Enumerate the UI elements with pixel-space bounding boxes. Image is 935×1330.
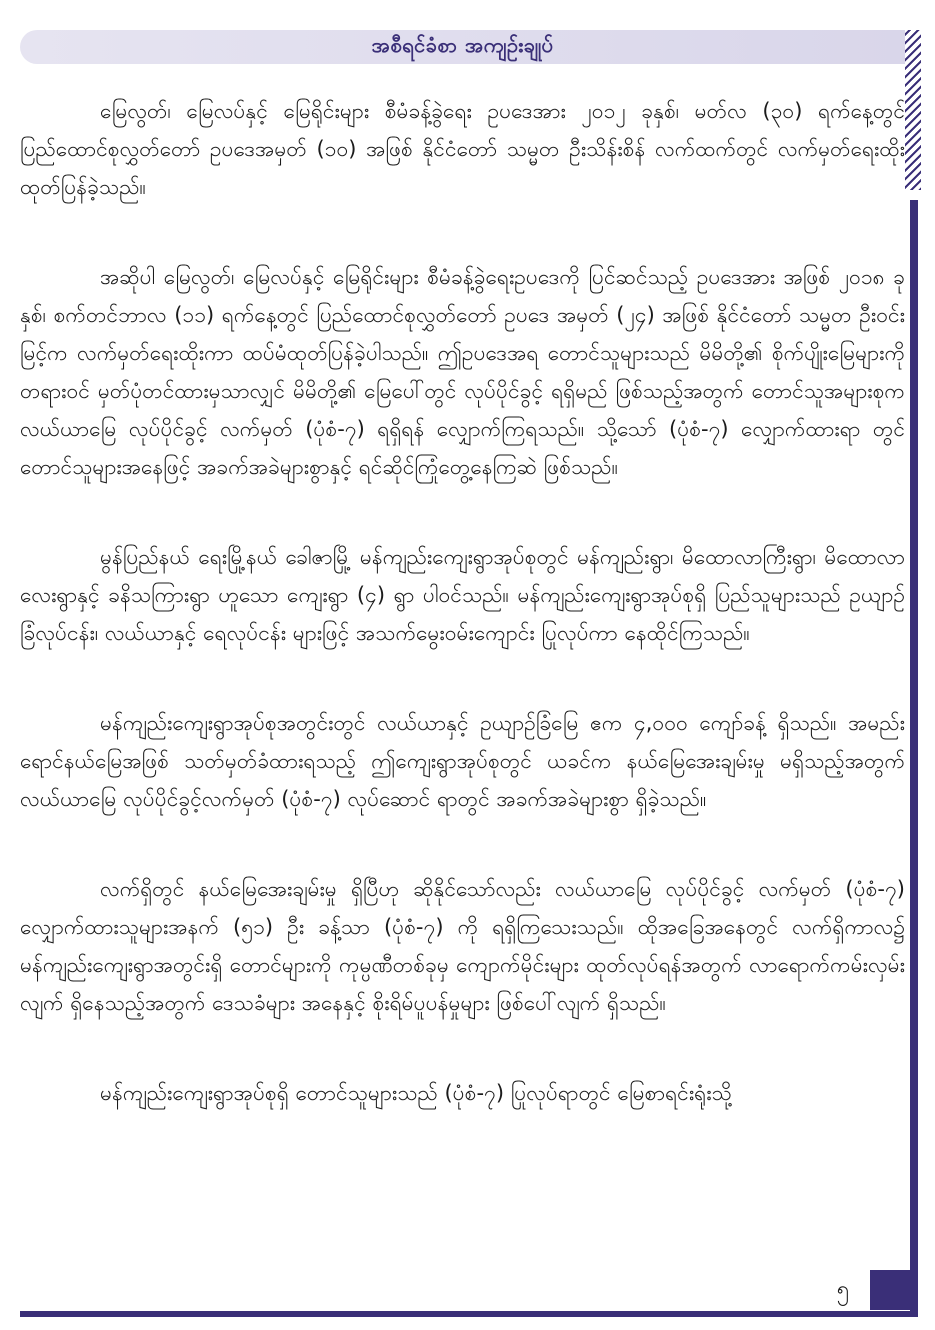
bottom-border-bar — [20, 1311, 918, 1317]
paragraph: အဆိုပါ မြေလွတ်၊ မြေလပ်နှင့် မြေရိုင်းများ စီမံခန့်ခွဲရေးဥပဒေကို ပြင်ဆင်သည့် ဥပဒေအား အဖြစ် ၂၀၁၈ ခုနှစ်၊ စက်တင်ဘာလ (၁၁) ရက်နေ့တွင် ပြည်ထောင်စုလွှတ်တော် ဥပဒေ အမှတ် (၂၄) အဖြစ် နိုင်ငံတော် သမ္မတ ဦးဝင်းမြင့်က လက်မှတ်ရေးထိုးကာ ထပ်မံထုတ်ပြန်ခဲ့ပါသည်။ ဤဥပဒေအရ တောင်သူများသည် မိမိတို့၏ စိုက်ပျိုးမြေများကို တရားဝင် မှတ်ပုံတင်ထားမှသာလျှင် မိမိတို့၏ မြေပေါ်တွင် လုပ်ပိုင်ခွင့် ရရှိမည် ဖြစ်သည့်အတွက် တောင်သူအများစုက လယ်ယာမြေ လုပ်ပိုင်ခွင့် လက်မှတ် (ပုံစံ-၇) ရရှိရန် လျှောက်ကြရသည်။ သို့သော် (ပုံစံ-၇) လျှောက်ထားရာ တွင် တောင်သူများအနေဖြင့် အခက်အခဲများစွာနှင့် ရင်ဆိုင်ကြုံတွေ့နေကြဆဲ ဖြစ်သည်။ — [20, 265, 905, 479]
paragraph: လက်ရှိတွင် နယ်မြေအေးချမ်းမှု ရှိပြီဟု ဆိုနိုင်သော်လည်း လယ်ယာမြေ လုပ်ပိုင်ခွင့် လက်မှတ် (ပုံစံ-၇) လျှောက်ထားသူများအနက် (၅၁) ဦး ခန့်သာ (ပုံစံ-၇) ကို ရရှိကြသေးသည်။ ထိုအခြေအနေတွင် လက်ရှိကာလ၌ မန်ကျည်းကျေးရွာအတွင်းရှိ တောင်များကို ကုမ္ပဏီတစ်ခုမှ ကျောက်မိုင်းများ ထုတ်လုပ်ရန်အတွက် လာရောက်ကမ်းလှမ်းလျက် ရှိနေသည့်အတွက် ဒေသခံများ အနေနှင့် စိုးရိမ်ပူပန်မှုများ ဖြစ်ပေါ်လျက် ရှိသည်။ — [20, 877, 905, 1015]
page-corner-block — [870, 1270, 910, 1310]
decorative-stripes — [905, 30, 921, 190]
page-number: ၅ — [836, 1277, 850, 1302]
paragraph: မန်ကျည်းကျေးရွာအုပ်စုရှိ တောင်သူများသည် (ပုံစံ-၇) ပြုလုပ်ရာတွင် မြေစာရင်းရုံးသို့ — [100, 1081, 732, 1105]
paragraph: မြေလွတ်၊ မြေလပ်နှင့် မြေရိုင်းများ စီမံခန့်ခွဲရေး ဥပဒေအား ၂၀၁၂ ခုနှစ်၊ မတ်လ (၃၀) ရက်နေ့တွင် ပြည်ထောင်စုလွှတ်တော် ဥပဒေအမှတ် (၁၀) အဖြစ် နိုင်ငံတော် သမ္မတ ဦးသိန်းစိန် လက်ထက်တွင် လက်မှတ်ရေးထိုး ထုတ်ပြန်ခဲ့သည်။ — [20, 99, 905, 199]
page-title: အစီရင်ခံစာ အကျဉ်းချုပ် — [371, 33, 554, 57]
paragraph: မန်ကျည်းကျေးရွာအုပ်စုအတွင်းတွင် လယ်ယာနှင့် ဥယျာဉ်ခြံမြေ ဧက ၄,၀၀၀ ကျော်ခန့် ရှိသည်။ အမည်းရောင်နယ်မြေအဖြစ် သတ်မှတ်ခံထားရသည့် ဤကျေးရွာအုပ်စုတွင် ယခင်က နယ်မြေအေးချမ်းမှု မရှိသည့်အတွက် လယ်ယာမြေ လုပ်ပိုင်ခွင့်လက်မှတ် (ပုံစံ-၇) လုပ်ဆောင် ရာတွင် အခက်အခဲများစွာ ရှိခဲ့သည်။ — [20, 711, 905, 811]
right-border-bar — [910, 200, 918, 1312]
header-banner — [20, 30, 905, 64]
body-text — [20, 92, 905, 1164]
paragraph: မွန်ပြည်နယ် ရေးမြို့နယ် ခေါဇာမြို့ မန်ကျည်းကျေးရွာအုပ်စုတွင် မန်ကျည်းရွာ၊ မိထောလာကြီးရွာ၊ မိထောလာလေးရွာနှင့် ခနိသကြားရွာ ဟူသော ကျေးရွာ (၄) ရွာ ပါဝင်သည်။ မန်ကျည်းကျေးရွာအုပ်စုရှိ ပြည်သူများသည် ဥယျာဉ်ခြံလုပ်ငန်း၊ လယ်ယာနှင့် ရေလုပ်ငန်း များဖြင့် အသက်မွေးဝမ်းကျောင်း ပြုလုပ်ကာ နေထိုင်ကြသည်။ — [20, 545, 905, 645]
